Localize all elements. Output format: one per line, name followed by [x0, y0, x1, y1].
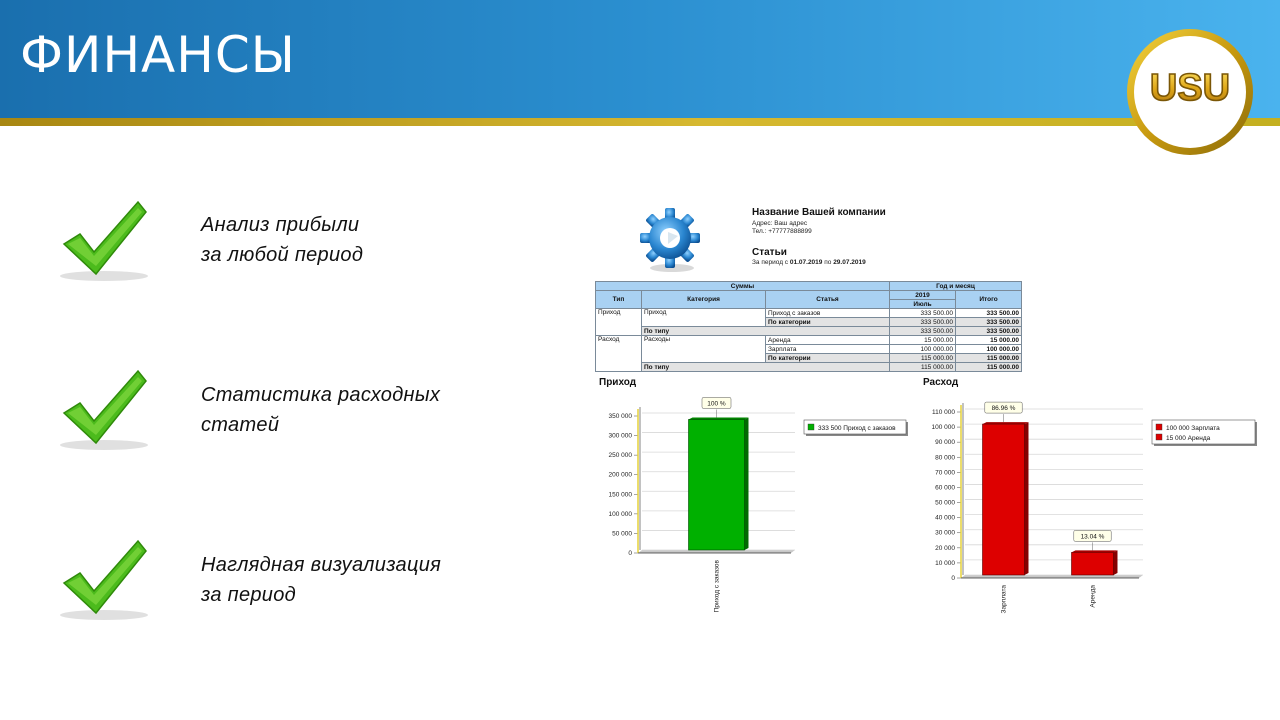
table-header: Статья	[766, 291, 890, 309]
y-tick-label: 50 000	[612, 530, 632, 538]
report-preview	[590, 196, 1270, 636]
company-address: Адрес: Ваш адрес	[752, 220, 808, 227]
y-tick-label: 150 000	[608, 491, 632, 499]
bar-side	[1025, 422, 1029, 575]
y-tick-label: 70 000	[935, 469, 955, 477]
company-name: Название Вашей компании	[752, 207, 886, 218]
legend-label: 333 500 Приход с заказов	[818, 425, 896, 432]
feature-line: за период	[201, 584, 297, 606]
feature-item	[0, 200, 560, 300]
table-row: Приход Приход Приход с заказов 333 500.00 333 500.00	[596, 309, 1022, 318]
feature-line: статей	[201, 414, 280, 436]
plot-floor	[961, 575, 1143, 578]
usu-logo	[1124, 26, 1256, 158]
bar-side	[745, 417, 749, 550]
feature-item	[0, 369, 560, 469]
expense-chart-title: Расход	[923, 377, 959, 388]
y-tick-label: 350 000	[608, 413, 632, 420]
y-tick-label: 0	[951, 575, 955, 582]
y-tick-label: 80 000	[935, 454, 955, 462]
checkmark-icon	[58, 369, 152, 453]
feature-line: Анализ прибыли	[201, 214, 360, 236]
bar	[689, 419, 745, 550]
table-header: Год и месяц	[890, 282, 1022, 291]
gear-icon	[638, 204, 702, 274]
y-tick-label: 20 000	[935, 544, 955, 552]
data-label: 13.04 %	[1080, 533, 1105, 541]
checkmark-icon	[58, 200, 152, 284]
report-period: За период с 01.07.2019 по 29.07.2019	[752, 259, 866, 266]
y-tick-label: 0	[628, 550, 632, 557]
plot-floor	[638, 550, 795, 553]
y-tick-label: 110 000	[931, 409, 955, 416]
table-row: По категории 333 500.00 333 500.00	[596, 318, 1022, 327]
y-tick-label: 250 000	[608, 452, 632, 460]
x-tick-label: Аренда	[1089, 585, 1097, 608]
table-header: Категория	[642, 291, 766, 309]
checkmark-icon	[58, 539, 152, 623]
feature-line: Наглядная визуализация	[201, 554, 442, 576]
bar	[1072, 552, 1114, 575]
bar	[983, 424, 1025, 575]
slide-title: ФИНАНСЫ	[20, 26, 296, 84]
feature-line: за любой период	[201, 244, 364, 266]
income-chart-title: Приход	[599, 377, 637, 388]
table-row: По типу 115 000.00 115 000.00	[596, 363, 1022, 372]
table-header: Тип	[596, 291, 642, 309]
bar-top	[689, 417, 749, 419]
legend-label: 100 000 Зарплата	[1166, 425, 1220, 432]
legend-swatch	[1156, 424, 1162, 430]
income-chart	[590, 396, 920, 626]
y-tick-label: 300 000	[608, 432, 632, 440]
table-header: Суммы	[596, 282, 890, 291]
table-row: По категории 115 000.00 115 000.00	[596, 354, 1022, 363]
y-tick-label: 40 000	[935, 514, 955, 522]
report-title: Статьи	[752, 247, 787, 258]
table-row: Зарплата 100 000.00 100 000.00	[596, 345, 1022, 354]
feature-line: Статистика расходных	[201, 384, 441, 406]
report-table	[595, 281, 1022, 372]
y-tick-label: 200 000	[608, 471, 632, 479]
y-tick-label: 90 000	[935, 439, 955, 447]
data-label: 86.96 %	[991, 405, 1016, 413]
table-row: Расход Расходы Аренда 15 000.00 15 000.00	[596, 336, 1022, 345]
feature-item	[0, 539, 560, 639]
legend-label: 15 000 Аренда	[1166, 435, 1211, 442]
table-header: Итого	[956, 291, 1022, 309]
y-tick-label: 100 000	[931, 424, 955, 432]
x-tick-label: Зарплата	[1000, 585, 1008, 614]
table-row: По типу 333 500.00 333 500.00	[596, 327, 1022, 336]
y-tick-label: 60 000	[935, 484, 955, 492]
table-header: Июль	[890, 300, 956, 309]
company-phone: Тел.: +77777888899	[752, 228, 812, 235]
table-header: 2019	[890, 291, 956, 300]
y-tick-label: 50 000	[935, 499, 955, 507]
expense-chart	[915, 396, 1265, 626]
y-tick-label: 10 000	[935, 559, 955, 567]
y-tick-label: 100 000	[608, 510, 632, 518]
legend-swatch	[808, 424, 814, 430]
x-tick-label: Приход с заказов	[713, 560, 721, 613]
logo-text: USU	[1149, 67, 1231, 109]
y-tick-label: 30 000	[935, 529, 955, 537]
data-label: 100 %	[707, 400, 726, 408]
header-stripe	[0, 118, 1280, 126]
legend-swatch	[1156, 434, 1162, 440]
bar-side	[1114, 550, 1118, 575]
